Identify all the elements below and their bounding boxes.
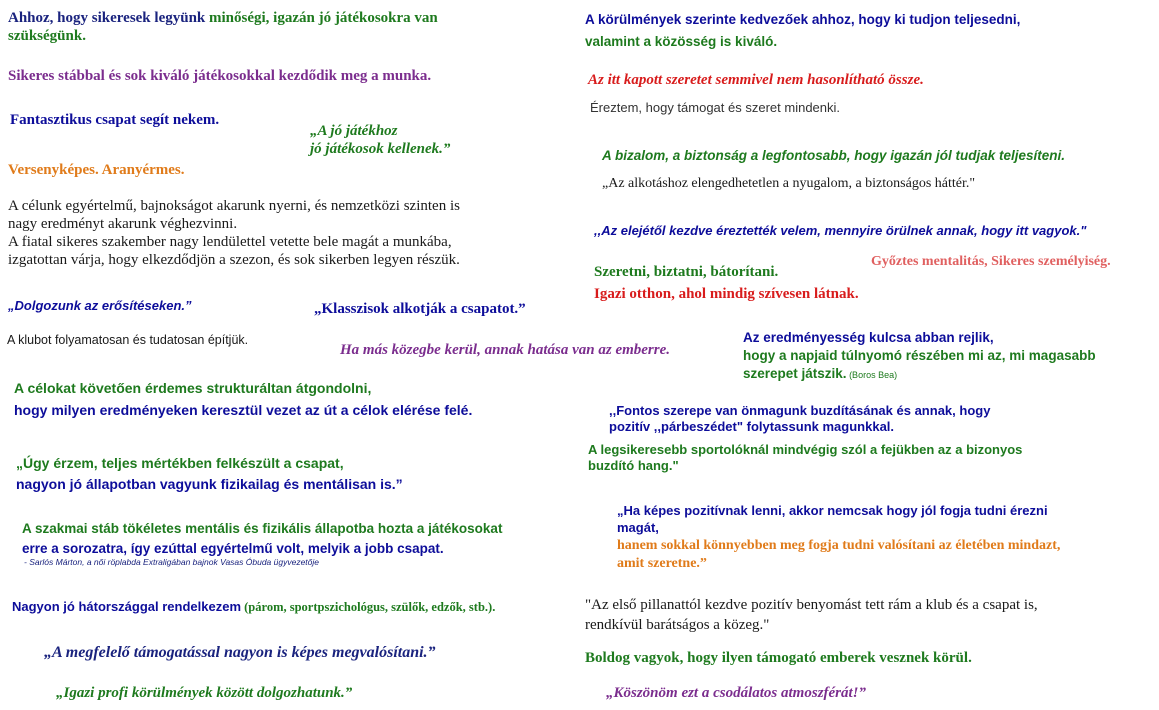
- quote-part-2: minőségi, igazán jó játékosokra van: [209, 10, 438, 26]
- quote-versenykepes: Versenyképes. Aranyérmes.: [8, 162, 185, 178]
- quote-line: amit szeretne.”: [617, 555, 707, 571]
- quote-megfelelo-tamogatas: „A megfelelő támogatással nagyon is képes megvalósítani.”: [44, 644, 436, 661]
- text-celokat-kovetoen: [14, 377, 472, 422]
- text-szeretni: Szeretni, biztatni, bátorítani.: [594, 264, 779, 280]
- quote-szakmai-stab: [22, 519, 502, 560]
- paragraph-line: nagy eredményt akarunk véghezvinni.: [8, 216, 238, 232]
- quote-sikeres-stab: Sikeres stábbal és sok kiváló játékosokkal kezdődik meg a munka.: [8, 68, 432, 84]
- text-part: Nagyon jó hátországgal rendelkezem: [12, 599, 242, 614]
- quote-part-3: szükségünk.: [8, 27, 86, 44]
- quote-line: pozitív ,,párbeszédet" folytassunk magunkkal.: [609, 419, 895, 435]
- quote-line: rendkívül barátságos a közeg.": [585, 616, 770, 633]
- quote-jo-jatekhoz: [310, 123, 450, 158]
- quote-part-1: Ahhoz, hogy sikeresek legyünk: [8, 10, 210, 26]
- quote-mas-kozegbe: Ha más közegbe kerül, annak hatása van az emberre.: [340, 342, 671, 358]
- paragraph-line: A fiatal sikeres szakember nagy lendülettel vetette bele magát a munkába,: [8, 234, 452, 250]
- text-line: hogy milyen eredményeken keresztül vezet az út a célok elérése felé.: [14, 402, 473, 419]
- quote-pozitivnak: [617, 503, 1060, 573]
- quote-line: hogy a napjaid túlnyomó részében mi az, mi magasabb: [743, 347, 1096, 363]
- quote-profi-korulmenyek: „Igazi profi körülmények között dolgozhatunk.”: [56, 685, 353, 701]
- text-line: A célokat követően érdemes strukturáltan átgondolni,: [14, 380, 372, 396]
- text-hatorszag: [12, 599, 495, 615]
- quote-line: ,,Fontos szerepe van önmagunk buzdításának és annak, hogy: [609, 403, 991, 418]
- text-line: buzdító hang.": [588, 458, 679, 474]
- quote-szeretet: Az itt kapott szeretet semmivel nem hasonlítható össze.: [588, 72, 924, 88]
- text-line: valamint a közösség is kiváló.: [585, 33, 778, 49]
- quote-line: magát,: [617, 519, 659, 535]
- quote-fantasztikus-csapat: Fantasztikus csapat segít nekem.: [10, 112, 220, 128]
- text-klubot-epitjuk: A klubot folyamatosan és tudatosan építjük.: [7, 333, 249, 347]
- quote-felkeszult-csapat: [16, 453, 403, 495]
- quote-koszonom: „Köszönöm ezt a csodálatos atmoszférát!”: [606, 685, 867, 701]
- text-boldog-vagyok: Boldog vagyok, hogy ilyen támogató emberek vesznek körül.: [585, 650, 972, 666]
- text-ereztem: Éreztem, hogy támogat és szeret mindenki.: [590, 100, 841, 115]
- text-igazi-otthon: Igazi otthon, ahol mindig szívesen látnak.: [594, 286, 859, 302]
- text-gyoztes-mentalitas: Győztes mentalitás, Sikeres személyiség.: [871, 254, 1111, 269]
- quote-line: A szakmai stáb tökéletes mentális és fizikális állapotba hozta a játékosokat: [22, 521, 503, 536]
- quote-bizalom: A bizalom, a biztonság a legfontosabb, hogy igazán jól tudjak teljesíteni.: [602, 148, 1066, 163]
- quote-line: Az eredményesség kulcsa abban rejlik,: [743, 330, 994, 345]
- text-line: A legsikeresebb sportolóknál mindvégig szól a fejükben az a bizonyos: [588, 442, 1023, 457]
- text-part: (párom, sportpszichológus, szülők, edzők, stb.).: [241, 600, 496, 614]
- quote-line: hanem sokkal könnyebben meg fogja tudni valósítani az életében mindazt,: [617, 537, 1061, 553]
- quote-line: szerepet játszik.: [743, 365, 847, 381]
- paragraph-celunk: [8, 197, 460, 269]
- quote-klasszisok: „Klasszisok alkotják a csapatot.”: [314, 301, 526, 317]
- text-line: A körülmények szerinte kedvezőek ahhoz, hogy ki tudjon teljesedni,: [585, 12, 1021, 27]
- paragraph-line: izgatottan várja, hogy elkezdődjön a szezon, és sok sikerben legyen részük.: [8, 252, 460, 268]
- quote-line: erre a sorozatra, így ezúttal egyértelmű volt, melyik a jobb csapat.: [22, 541, 444, 557]
- quote-minosegi-jatekosok: [8, 10, 438, 45]
- quote-eredmenyesseg: [743, 329, 1096, 382]
- quote-attribution: - Sarlós Márton, a női röplabda Extraligában bajnok Vasas Óbuda ügyvezetője: [24, 557, 320, 567]
- text-legsikeresebb: [588, 442, 1022, 475]
- quote-line: nagyon jó állapotban vagyunk fizikailag és mentálisan is.”: [16, 476, 403, 492]
- quote-author: (Boros Bea): [846, 369, 898, 380]
- quote-line: „A jó játékhoz: [310, 123, 398, 139]
- quote-elejetol: ,,Az elejétől kezdve éreztették velem, mennyire örülnek annak, hogy itt vagyok.": [594, 223, 1087, 238]
- quote-alkotashoz: „Az alkotáshoz elengedhetetlen a nyugalom, a biztonságos háttér.": [602, 176, 976, 191]
- quote-erositeseken: „Dolgozunk az erősítéseken.”: [8, 298, 192, 313]
- text-korulmenyek: [585, 9, 1020, 52]
- quote-line: "Az első pillanattól kezdve pozitív benyomást tett rám a klub és a csapat is,: [585, 597, 1038, 613]
- quote-line: jó játékosok kellenek.”: [310, 140, 451, 157]
- quote-line: „Ha képes pozitívnak lenni, akkor nemcsak hogy jól fogja tudni érezni: [617, 503, 1048, 518]
- quote-line: „Úgy érzem, teljes mértékben felkészült a csapat,: [16, 455, 344, 471]
- quote-fontos-szerepe: [609, 403, 990, 436]
- paragraph-line: A célunk egyértelmű, bajnokságot akarunk nyerni, és nemzetközi szinten is: [8, 198, 460, 214]
- quote-elso-pillanattol: [585, 596, 1038, 635]
